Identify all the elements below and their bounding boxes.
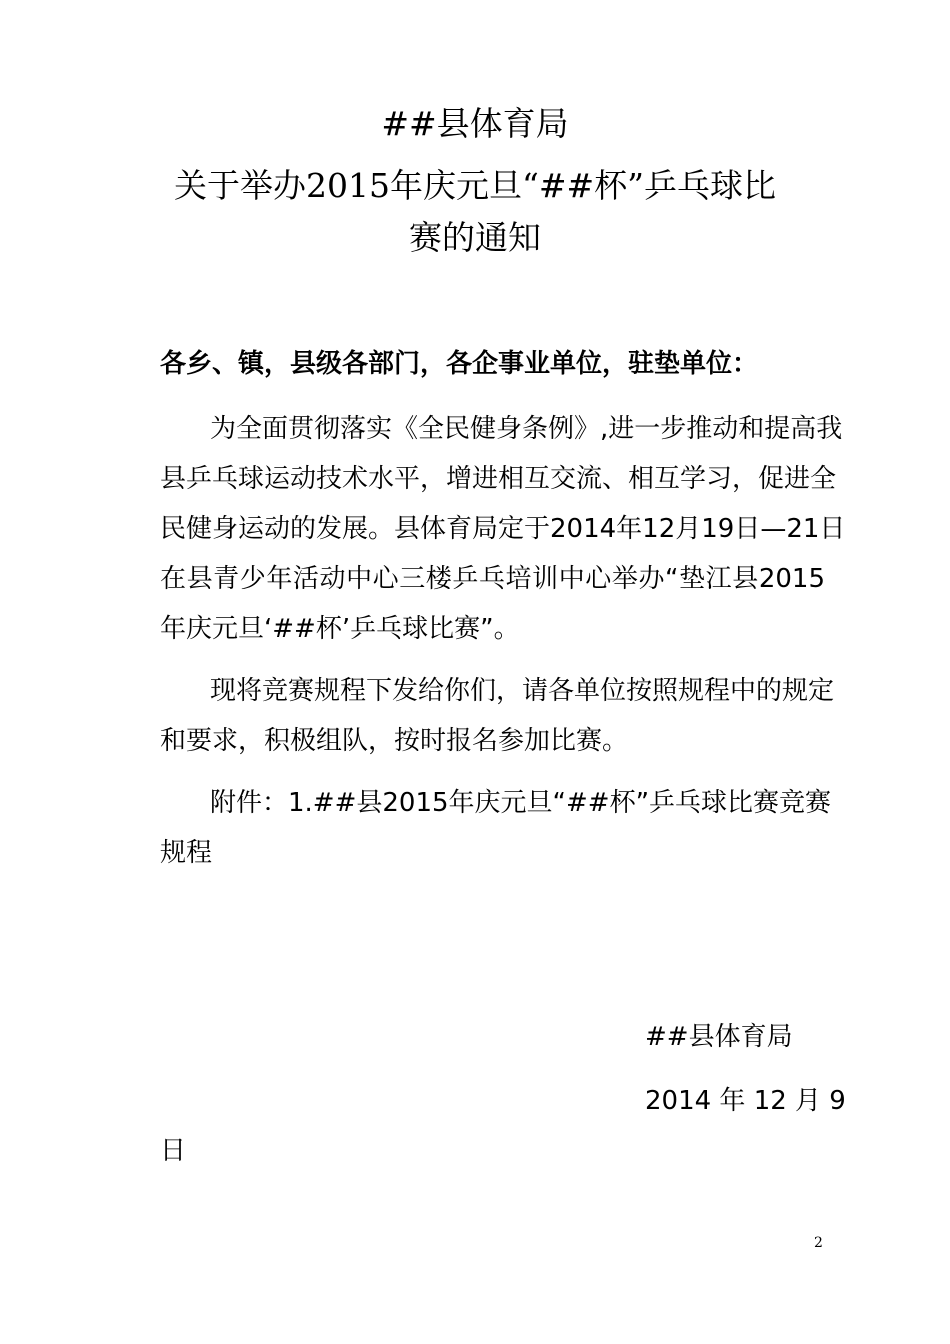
attachment-line-2: 规程: [160, 838, 213, 868]
title-line-3: 赛的通知: [409, 218, 541, 257]
title-line-1: ##县体育局: [381, 104, 569, 143]
paragraph-1-line-1: 为全面贯彻落实《全民健身条例》,进一步推动和提高我: [210, 414, 843, 444]
signature-date: 2014 年 12 月 9: [645, 1086, 846, 1116]
attachment-line-1: 附件：1.##县2015年庆元旦“##杯”乒乓球比赛竞赛: [210, 788, 832, 818]
paragraph-2-line-2: 和要求，积极组队，按时报名参加比赛。: [160, 726, 629, 756]
paragraph-2-line-1: 现将竞赛规程下发给你们，请各单位按照规程中的规定: [210, 676, 835, 706]
paragraph-1-line-5: 年庆元旦‘##杯’乒乓球比赛”。: [160, 614, 520, 644]
paragraph-1-line-2: 县乒乓球运动技术水平，增进相互交流、相互学习，促进全: [160, 464, 837, 494]
signature-date-tail: 日: [160, 1136, 187, 1166]
paragraph-1-line-3: 民健身运动的发展。县体育局定于2014年12月19日—21日: [160, 514, 846, 544]
page-number: 2: [814, 1235, 823, 1251]
signature-organization: ##县体育局: [645, 1022, 793, 1052]
paragraph-1-line-4: 在县青少年活动中心三楼乒乓培训中心举办“垫江县2015: [160, 564, 825, 594]
salutation: 各乡、镇，县级各部门，各企事业单位，驻垫单位：: [160, 349, 759, 379]
title-line-2: 关于举办2015年庆元旦“##杯”乒乓球比: [173, 166, 777, 205]
